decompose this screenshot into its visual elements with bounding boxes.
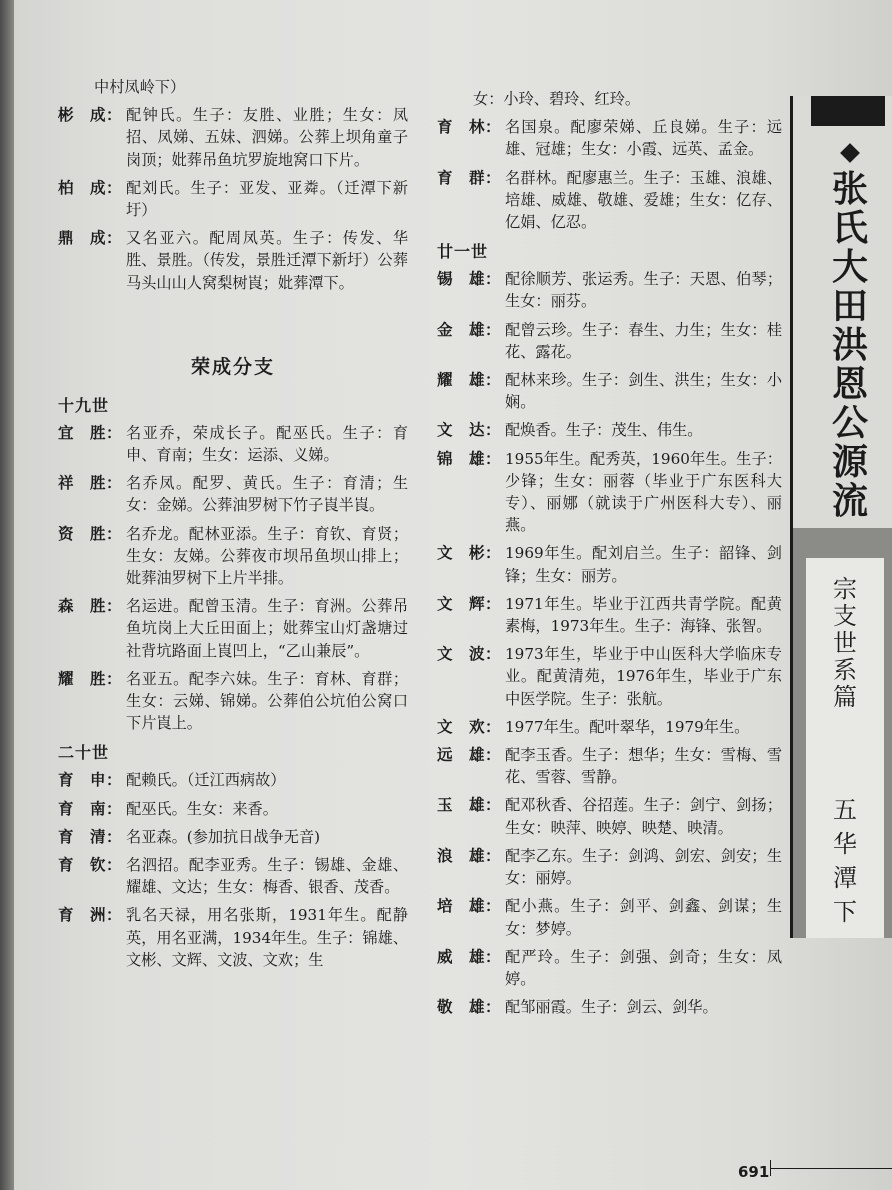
genealogy-entry — [437, 268, 782, 312]
entry-text: 配巫氏。生女：来香。 — [126, 799, 278, 818]
entry-text: 1971年生。毕业于江西共青学院。配黄素梅，1973年生。生子：海锋、张智。 — [505, 594, 782, 636]
continuation-text: 女：小玲、碧玲、红玲。 — [473, 90, 641, 108]
genealogy-entry — [58, 595, 408, 662]
title-char: 洪 — [831, 325, 868, 366]
entry-text: 配李玉香。生子：想华；生女：雪梅、雪花、雪蓉、雪静。 — [505, 746, 782, 787]
genealogy-entry — [437, 319, 782, 363]
genealogy-entry — [58, 769, 408, 791]
entry-text: 名国泉。配廖荣娣、丘良娣。生子：远雄、冠雄；生女：小霞、远英、孟金。 — [505, 118, 782, 159]
entry-text: 1969年生。配刘启兰。生子：韶锋、剑锋；生女：丽芳。 — [505, 544, 782, 585]
genealogy-entry — [437, 946, 782, 990]
vertical-section-title — [806, 576, 884, 711]
left-column — [58, 76, 408, 977]
entry-name: 彬 成： — [58, 106, 123, 125]
title-char: 公 — [831, 403, 868, 444]
entry-name: 鼎 成： — [58, 229, 123, 248]
generation-heading: 十九世 — [58, 395, 110, 415]
genealogy-entry — [437, 845, 782, 889]
entry-name: 育 清： — [58, 827, 123, 846]
genealogy-entry — [58, 422, 408, 466]
entry-text: 名乔凤。配罗、黄氏。生子：育清；生女：金娣。公葬油罗树下竹子崀半崀。 — [126, 474, 408, 515]
entry-name: 柏 成： — [58, 178, 123, 197]
diamond-ornament-icon — [840, 143, 860, 163]
entry-text: 配邹丽霞。生子：剑云、剑华。 — [505, 998, 718, 1017]
genealogy-entry — [437, 419, 782, 441]
right-column — [437, 88, 782, 1024]
genealogy-entry — [437, 448, 782, 537]
genealogy-entry — [437, 369, 782, 413]
entry-name: 育 洲： — [58, 906, 123, 925]
entry-text: 配焕香。生子：茂生、伟生。 — [505, 421, 703, 440]
entry-name: 育 林： — [437, 118, 502, 137]
entry-text: 名群林。配廖惠兰。生子：玉雄、浪雄、培雄、威雄、敬雄、爱雄；生女：亿存、亿娟、亿忍。 — [505, 168, 782, 232]
genealogy-entry — [58, 854, 408, 898]
vertical-book-title — [815, 136, 885, 555]
genealogy-entry — [437, 716, 782, 738]
entry-name: 文 辉： — [437, 594, 502, 613]
genealogy-entry — [58, 523, 408, 590]
entry-text: 配刘氏。生子：亚发、亚粦。（迁潭下新圩） — [126, 178, 408, 220]
entry-name: 耀 雄： — [437, 371, 502, 390]
entry-name: 文 波： — [437, 645, 502, 664]
entry-text: 配小燕。生子：剑平、剑鑫、剑谋；生女：梦婷。 — [505, 897, 782, 938]
entry-text: 1973年生，毕业于中山医科大学临床专业。配黄清苑，1976年生，毕业于广东中医学院。生子：张航。 — [505, 645, 782, 708]
entry-name: 玉 雄： — [437, 796, 502, 815]
title-char: 流 — [831, 481, 868, 522]
entry-text: 配严玲。生子：剑强、剑奇；生女：凤婷。 — [505, 947, 782, 988]
entry-name: 文 彬： — [437, 544, 502, 563]
place-char: 潭 — [833, 864, 857, 892]
entry-text: 乳名天禄，用名张斯，1931年生。配静英，用名亚满，1934年生。生子：锦雄、文彬、文辉、文波、文欢；生 — [126, 906, 408, 969]
genealogy-entry — [58, 177, 408, 221]
entry-name: 育 南： — [58, 799, 123, 818]
page-number-rule — [770, 1168, 892, 1169]
entry-name: 培 雄： — [437, 897, 502, 916]
entry-name: 文 达： — [437, 421, 502, 440]
genealogy-entry — [437, 593, 782, 637]
entry-name: 育 群： — [437, 168, 502, 187]
entry-name: 远 雄： — [437, 746, 502, 765]
entry-name: 育 钦： — [58, 856, 123, 875]
section-char: 系 — [833, 656, 857, 684]
title-char: 恩 — [831, 364, 868, 405]
entry-text: 配钟氏。生子：友胜、业胜；生女：凤招、凤娣、五妹、泗娣。公葬上坝角童子岗顶；妣葬吊鱼坑罗旋地窝口下片。 — [126, 106, 408, 169]
entry-text: 名泗招。配李亚秀。生子：锡雄、金雄、耀雄、文达；生女：梅香、银香、茂香。 — [126, 856, 408, 897]
entry-text: 1955年生。配秀英，1960年生。生子：少锋；生女：丽蓉（毕业于广东医科大专）、丽娜（就读于广州医科大专）、丽燕。 — [505, 449, 782, 535]
entry-name: 耀 胜： — [58, 669, 123, 688]
entry-text: 名亚五。配李六妹。生子：育林、育群；生女：云娣、锦娣。公葬伯公坑伯公窝口下片崀上。 — [126, 669, 408, 733]
entry-text: 名亚乔，荣成长子。配巫氏。生子：育申、育南；生女：运添、义娣。 — [126, 423, 408, 465]
section-label-panel — [806, 558, 884, 938]
genealogy-entry — [58, 227, 408, 294]
entry-name: 宜 胜： — [58, 423, 123, 442]
genealogy-entry — [437, 996, 782, 1018]
entry-name: 文 欢： — [437, 717, 502, 736]
genealogy-entry — [437, 542, 782, 586]
entry-name: 资 胜： — [58, 524, 123, 543]
entry-text: 1977年生。配叶翠华，1979年生。 — [505, 717, 750, 736]
entry-name: 敬 雄： — [437, 998, 502, 1017]
entry-name: 祥 胜： — [58, 474, 123, 493]
entry-name: 锡 雄： — [437, 270, 502, 289]
genealogy-entry — [58, 472, 408, 516]
generation-heading: 二十世 — [58, 743, 110, 763]
title-char: 源 — [831, 442, 868, 483]
entry-text: 配赖氏。（迁江西病故） — [126, 771, 286, 790]
title-char: 氏 — [831, 208, 868, 249]
entry-text: 名乔龙。配林亚添。生子：育钦、育贤；生女：友娣。公葬夜市坝吊鱼坝山排上；妣葬油罗树下上片半排。 — [126, 524, 408, 588]
section-char: 篇 — [833, 683, 857, 711]
place-char: 华 — [833, 830, 857, 858]
entry-name: 森 胜： — [58, 597, 123, 616]
continuation-text: 中村凤岭下） — [94, 78, 186, 96]
title-char: 大 — [831, 247, 868, 288]
entry-name: 锦 雄： — [437, 449, 502, 468]
entry-text: 配徐顺芳、张运秀。生子：天恩、伯琴；生女：丽芬。 — [505, 270, 782, 311]
section-char: 支 — [833, 602, 857, 630]
place-char: 下 — [833, 898, 857, 926]
genealogy-entry — [437, 794, 782, 838]
entry-name: 金 雄： — [437, 320, 502, 339]
entry-text: 名运进。配曾玉清。生子：育洲。公葬吊鱼坑岗上大丘田面上；妣葬宝山灯盏塘过社背坑路面上崀凹上，“乙山兼辰”。 — [126, 597, 408, 660]
entry-text: 又名亚六。配周凤英。生子：传发、华胜、景胜。（传发，景胜迁潭下新圩）公葬马头山山人窝梨树崀；妣葬潭下。 — [126, 229, 408, 292]
genealogy-entry — [58, 826, 408, 848]
entry-text: 配李乙东。生子：剑鸿、剑宏、剑安；生女：丽婷。 — [505, 846, 782, 888]
section-char: 宗 — [833, 575, 857, 603]
book-spine-shadow — [0, 0, 14, 1190]
side-section-band — [790, 528, 892, 938]
entry-text: 配曾云珍。生子：春生、力生；生女：桂花、露花。 — [505, 320, 782, 361]
entry-text: 配邓秋香、谷招莲。生子：剑宁、剑扬；生女：映萍、映婷、映楚、映清。 — [505, 796, 782, 837]
side-title-band — [790, 96, 892, 528]
generation-heading: 廿一世 — [437, 242, 489, 262]
title-char: 张 — [831, 169, 868, 210]
page-number: 691 — [738, 1163, 770, 1181]
entry-name: 威 雄： — [437, 947, 502, 966]
genealogy-entry — [437, 167, 782, 234]
genealogy-entry — [437, 116, 782, 160]
genealogy-entry — [58, 668, 408, 735]
genealogy-entry — [58, 104, 408, 171]
vertical-place-name — [806, 793, 884, 929]
section-char: 世 — [833, 629, 857, 657]
entry-name: 育 申： — [58, 771, 123, 790]
genealogy-entry — [437, 744, 782, 788]
genealogy-entry — [437, 895, 782, 939]
entry-text: 配林来珍。生子：剑生、洪生；生女：小娴。 — [505, 371, 782, 412]
entry-text: 名亚森。(参加抗日战争无音) — [126, 827, 321, 846]
branch-title: 荣成分支 — [190, 355, 275, 378]
genealogy-entry — [437, 643, 782, 710]
genealogy-entry — [58, 798, 408, 820]
band-top-bar — [811, 96, 885, 126]
entry-name: 浪 雄： — [437, 846, 502, 865]
place-char: 五 — [833, 796, 857, 824]
genealogy-entry — [58, 904, 408, 971]
title-char: 田 — [831, 286, 868, 327]
